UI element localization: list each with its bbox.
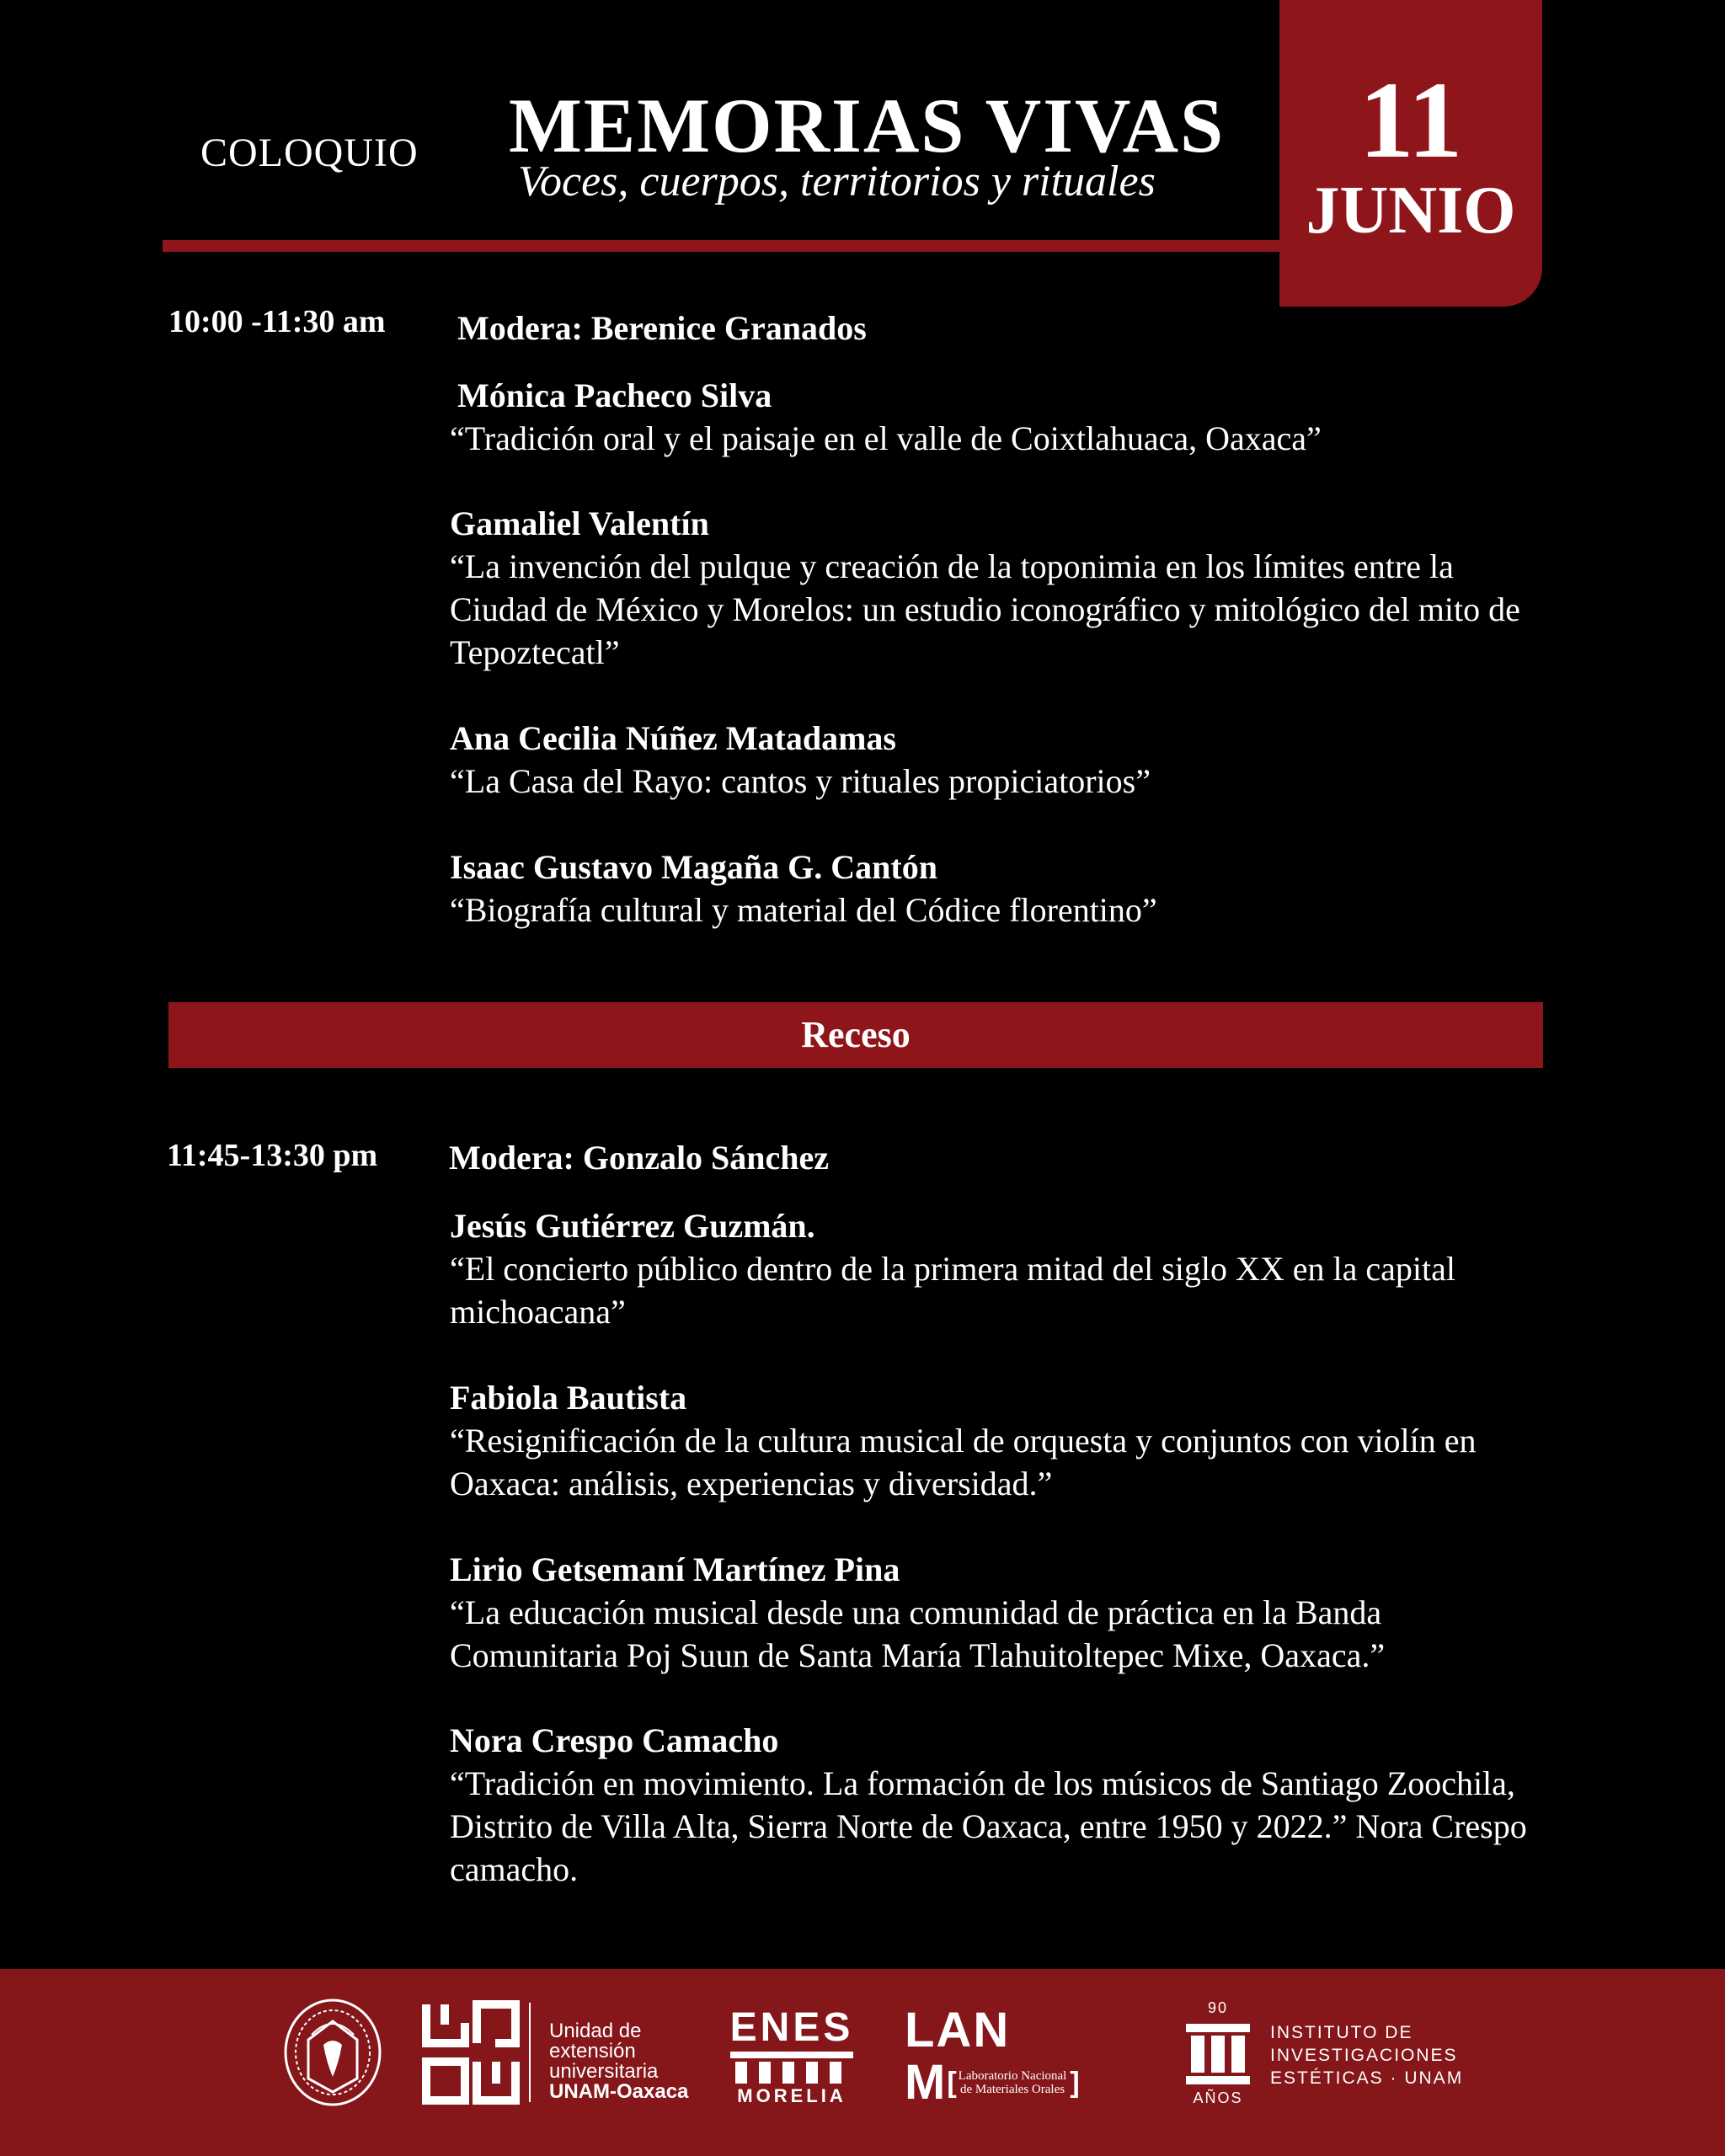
iie-anos: AÑOS	[1193, 2089, 1243, 2106]
footer-logos	[0, 1969, 1725, 2156]
iie-logo	[1176, 1999, 1260, 2107]
talk-title: “Resignificación de la cultura musical de orquesta y conjuntos con violín en Oaxaca: análisis, experiencias y diversidad.”	[450, 1422, 1477, 1502]
iie-text	[1270, 2021, 1463, 2089]
iie-line-3: ESTÉTICAS · UNAM	[1270, 2068, 1464, 2088]
bracket-open-icon: [	[947, 2066, 957, 2099]
talk-title: “Tradición en movimiento. La formación de los músicos de Santiago Zoochila, Distrito de Villa Alta, Sierra Norte de Oaxaca, entre 1950 y 2022.” Nora Crespo camacho.	[450, 1764, 1527, 1888]
morelia-text: MORELIA	[737, 2085, 846, 2106]
unidad-extension-text	[549, 2021, 688, 2102]
lanmo-logo	[905, 2003, 1080, 2110]
talk-title: “La invención del pulque y creación de la toponimia en los límites entre la Ciudad de México y Morelos: un estudio iconográfico y mitológico del mito de Tepoztecatl”	[450, 547, 1520, 671]
speaker-name: Mónica Pacheco Silva	[457, 376, 772, 414]
talk-item	[450, 1376, 1553, 1505]
date-badge	[1279, 0, 1542, 307]
iie-line-2: INVESTIGACIONES	[1270, 2046, 1458, 2065]
session-2-time: 11:45-13:30 pm	[167, 1138, 378, 1173]
unidad-line-3: universitaria	[549, 2060, 659, 2083]
talk-title: “La educación musical desde una comunidad de práctica en la Banda Comunitaria Poj Suun de Santa María Tlahuitoltepec Mixe, Oaxaca.”	[450, 1593, 1386, 1674]
speaker-name: Jesús Gutiérrez Guzmán.	[450, 1207, 815, 1245]
talk-title: “Tradición oral y el paisaje en el valle de Coixtlahuaca, Oaxaca”	[450, 419, 1322, 457]
break-label: Receso	[801, 1014, 911, 1055]
lanmo-m-text: M	[905, 2055, 946, 2110]
talk-item	[457, 374, 1561, 417]
enes-columns-icon	[724, 2052, 859, 2084]
unidad-line-2: extensión	[549, 2040, 636, 2063]
event-subtitle: Voces, cuerpos, territorios y rituales	[518, 157, 1156, 205]
iie-emblem-icon	[1176, 2019, 1260, 2089]
lan-text: LAN	[905, 2003, 1011, 2057]
talk-item	[450, 1548, 1553, 1677]
session-1-moderator: Modera: Berenice Granados	[457, 309, 867, 347]
talk-item	[450, 1204, 1553, 1333]
talk-title: “El concierto público dentro de la primera mitad del siglo XX en la capital michoacana”	[450, 1250, 1456, 1331]
speaker-name: Ana Cecilia Núñez Matadamas	[450, 719, 896, 757]
date-month: JUNIO	[1306, 173, 1516, 248]
speaker-name: Gamaliel Valentín	[450, 504, 709, 542]
talk-title: “Biografía cultural y material del Códice florentino”	[450, 891, 1157, 929]
iie-number: 90	[1207, 1999, 1229, 2016]
enes-text: ENES	[729, 2005, 854, 2050]
lanmo-caption-line-2: de Materiales Orales	[959, 2083, 1065, 2096]
speaker-name: Fabiola Bautista	[450, 1379, 687, 1417]
unidad-extension-logo-icon	[421, 1999, 521, 2105]
break-banner	[168, 1002, 1543, 1068]
talk-item	[450, 717, 1553, 803]
event-title: MEMORIAS VIVAS	[509, 83, 1226, 168]
enes-morelia-logo	[724, 2005, 859, 2107]
session-2-moderator: Modera: Gonzalo Sánchez	[449, 1139, 830, 1177]
session-1-time: 10:00 -11:30 am	[168, 304, 386, 339]
speaker-name: Isaac Gustavo Magaña G. Cantón	[450, 848, 937, 886]
bracket-close-icon: ]	[1070, 2066, 1080, 2099]
talk-item	[450, 846, 1553, 931]
date-day: 11	[1359, 60, 1463, 181]
lanmo-caption-line-1: Laboratorio Nacional	[958, 2069, 1067, 2083]
talk-item	[450, 1719, 1553, 1891]
unidad-line-4: UNAM-Oaxaca	[549, 2080, 689, 2103]
iie-line-1: INSTITUTO DE	[1270, 2023, 1413, 2042]
logo-divider	[529, 2003, 531, 2102]
unidad-line-1: Unidad de	[549, 2020, 642, 2042]
event-type-label: COLOQUIO	[200, 131, 419, 175]
speaker-name: Lirio Getsemaní Martínez Pina	[450, 1550, 900, 1588]
talk-item	[450, 417, 1553, 460]
talk-item	[450, 502, 1553, 674]
speaker-name: Nora Crespo Camacho	[450, 1721, 779, 1759]
lanmo-caption	[959, 2069, 1067, 2096]
talk-title: “La Casa del Rayo: cantos y rituales propiciatorios”	[450, 762, 1151, 800]
header-rule	[163, 240, 1283, 252]
unam-seal-icon	[281, 1996, 384, 2109]
